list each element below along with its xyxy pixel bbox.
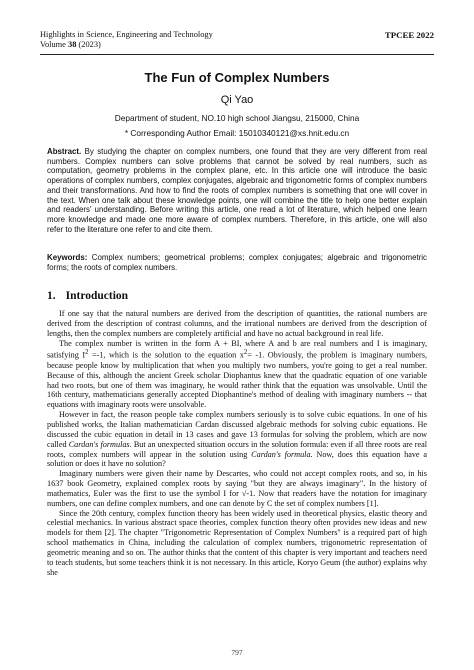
abstract-label: Abstract.	[47, 147, 82, 156]
abstract-text: By studying the chapter on complex numbers, one found that they are very different from real numbers. Complex numbers can solve problems that cannot be solved by real numbers, such as computation, geometry problems in the complex plane, etc. In this article one will introduce the basic operations of complex numbers, complex conjugates, algebraic and trigonometric forms of complex numbers and their transformations. And how to find the roots of complex numbers is something that one will cover in the text. When one talk about these knowledge points, one will combine the title to help one better explain and readers' understanding. Before writing this article, one read a lot of literature, which helped one learn more knowledge and made one more aware of complex numbers. Therefore, in this article, one will also refer to the literature one refer to and cite them.	[47, 147, 427, 234]
keywords	[47, 253, 427, 272]
body-text	[47, 309, 427, 578]
header-divider	[40, 54, 434, 55]
text-run: The complex number is written in the form A + BI, where A and b are real numbers and I is imaginary, satisfying I	[47, 338, 427, 361]
keywords-label: Keywords:	[47, 253, 88, 262]
volume-number: 38	[68, 40, 77, 49]
section-number: 1.	[47, 290, 56, 302]
paragraph: If one say that the natural numbers are derived from the description of quantities, the rational numbers are derived from the description of contrast columns, and the irrational numbers are derived from the description of lengths, then the complex numbers are completely artificial and have no actual background in real life.	[47, 309, 427, 338]
paragraph	[47, 339, 427, 411]
text-run: . Now, does this equation have a solution or does it have no solution?	[47, 449, 427, 469]
author-affiliation: Department of student, NO.10 high school Jiangsu, 215000, China	[114, 113, 360, 123]
volume-line	[40, 40, 434, 50]
italic-term: Cardan's formula	[251, 449, 311, 459]
text-run: =-1, which is the solution to the equation x	[88, 351, 244, 361]
author-name: Qi Yao	[220, 94, 254, 106]
text-run: However in fact, the reason people take complex numbers seriously is to solve cubic equations. In one of his published works, the Italian mathematician Cardan discussed algebraic methods for solving cubic equations. He discussed the cubic equation in detail in 13 cases and gave 13 formulas for solving the problem, which are now called	[47, 410, 427, 449]
conference-name: TPCEE 2022	[384, 30, 434, 40]
superscript: 2	[243, 349, 248, 357]
paper-title: The Fun of Complex Numbers	[144, 70, 330, 85]
abstract	[47, 147, 427, 234]
text-run: = -1. Obviously, the problem is imaginary numbers, because people know by multiplication that when you multiply two numbers, you're going to get a real number. Because of this, although the ancient Greek scholar Diophantus knew that the quadratic equation of one variable had two roots, but one of them was imaginary, he would rather think that the equation was unsolvable. Until the 16th century, mathematicians generally accepted Diophantine's method of dealing with imaginary numbers -- that equations with imaginary roots were unsolvable.	[47, 351, 428, 410]
volume-year: (2023)	[78, 40, 101, 49]
keywords-text: Complex numbers; geometrical problems; complex conjugates; algebraic and trigonometric forms; the roots of complex numbers.	[47, 253, 427, 272]
page-number: 797	[231, 648, 243, 657]
paragraph: Imaginary numbers were given their name by Descartes, who could not accept complex roots, and so, in his 1637 book Geometry, explained complex roots by saying "but they are always imaginary". In the history of mathematics, Euler was the first to use the symbol I for √-1. Now that readers have the notation for imaginary numbers, one can define complex numbers, and one can denote by C the set of complex numbers [1].	[47, 469, 427, 508]
journal-name: Highlights in Science, Engineering and Technology	[40, 30, 213, 39]
corresponding-email: * Corresponding Author Email: 15010340121@xs.hnit.edu.cn	[124, 128, 350, 138]
running-header	[40, 30, 434, 50]
volume-label: Volume	[40, 40, 66, 49]
paragraph: Since the 20th century, complex function theory has been widely used in theoretical physics, elastic theory and celestial mechanics. In various abstract space theories, complex function theory often provides new ideas and new models for them [2]. The chapter "Trigonometric Representation of Complex Numbers" is a required part of high school mathematics in China, including the calculation of complex numbers, trigonometric representation of geometric meaning and so on. The author thinks that the content of this chapter is very important and teachers need to teach students, but some teachers think it is not necessary. In this article, Koryo Geum (the author) explains why she	[47, 508, 427, 577]
text-run: . But an unexpected situation occurs in the solution formula: even if all three roots are real roots, complex numbers will appear in the solution using	[47, 439, 428, 459]
italic-term: Cardan's formulas	[68, 439, 130, 449]
superscript: 2	[85, 349, 89, 357]
paragraph	[47, 410, 427, 469]
section-heading	[47, 290, 138, 302]
section-title: Introduction	[65, 290, 129, 302]
